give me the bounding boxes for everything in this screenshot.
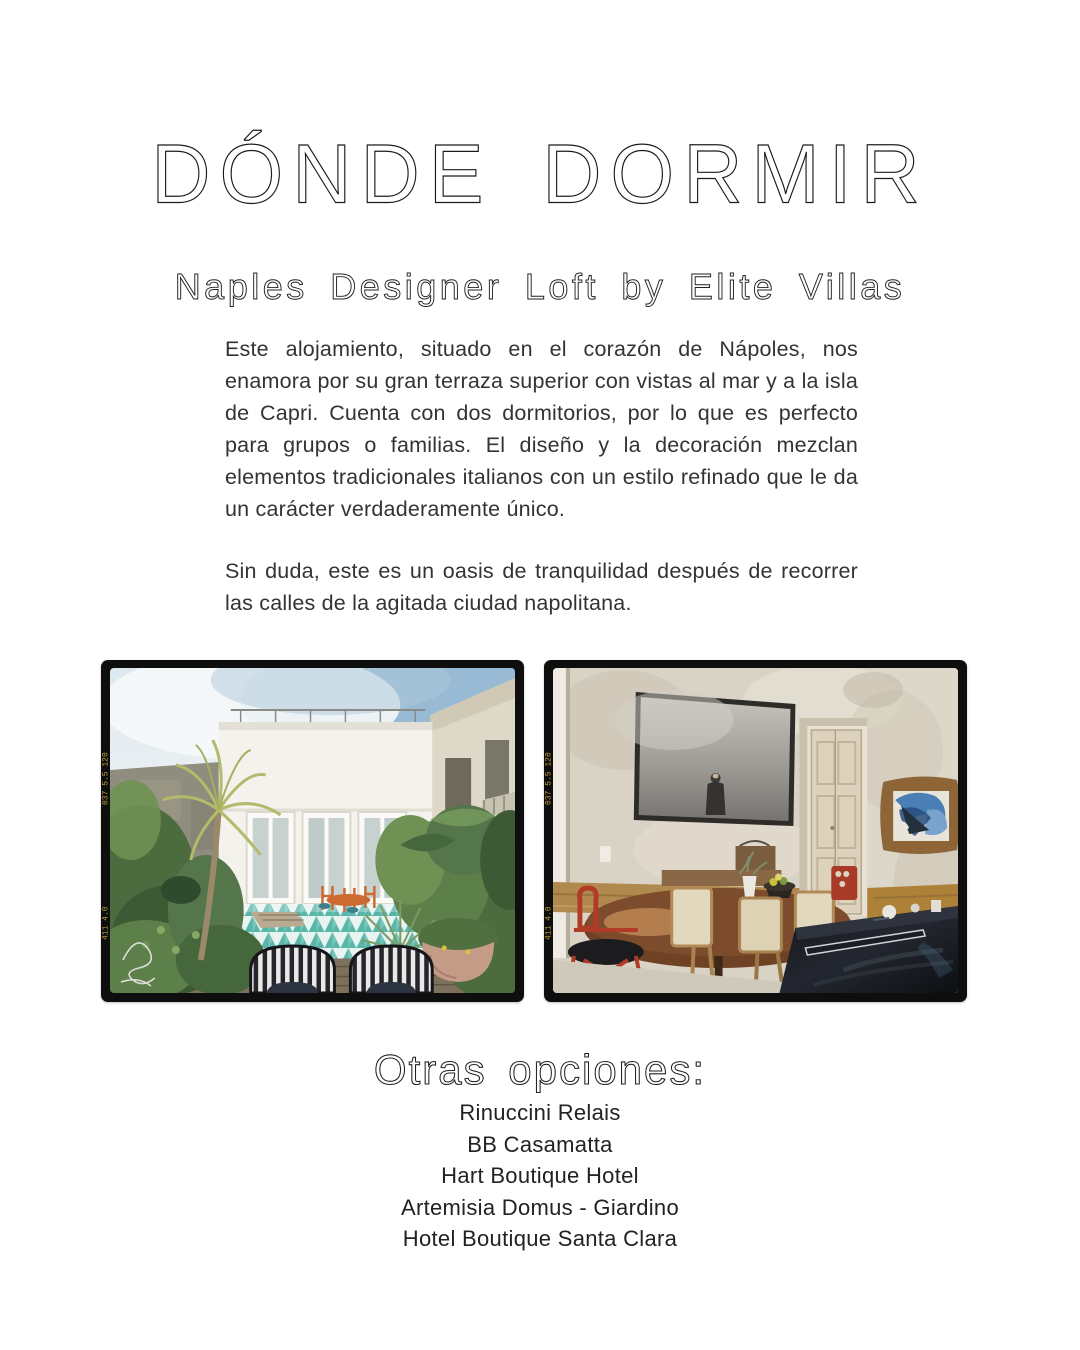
dining-room-photo-illustration (544, 660, 967, 1002)
paragraph-2: Sin duda, este es un oasis de tranquilidad después de recorrer las calles de la agitada ciudad napolitana. (225, 559, 858, 615)
options-list (0, 1097, 1080, 1255)
option-item: Hart Boutique Hotel (441, 1163, 639, 1188)
option-item: Hotel Boutique Santa Clara (402, 1226, 678, 1251)
dining-room-photo (544, 660, 967, 1002)
courtyard-photo (101, 660, 524, 1002)
option-item: Artemisia Domus - Giardino (401, 1194, 679, 1220)
light-switch (600, 846, 611, 862)
film-marking-top: 037 5.5 120 (544, 752, 554, 805)
options-heading: Otras opciones: (373, 1046, 707, 1093)
option-item: Rinuccini Relais (459, 1100, 621, 1125)
blue-artwork (880, 776, 960, 854)
film-marking-top: 037 5.5 120 (101, 752, 111, 805)
framed-fog-artwork (614, 690, 796, 826)
film-marking-bottom: 411 4.0 (544, 906, 554, 940)
red-chair (831, 866, 857, 900)
body-copy (225, 333, 858, 619)
page-title: DÓNDE DORMIR (151, 128, 929, 221)
option-item: BB Casamatta (467, 1131, 613, 1157)
film-marking-bottom: 411 4.0 (101, 906, 111, 940)
section-subtitle: Naples Designer Loft by Elite Villas (174, 266, 906, 307)
photo-row (101, 660, 967, 1002)
paragraph-1: Este alojamiento, situado en el corazón de Nápoles, nos enamora por su gran terraza superior con vistas al mar y a la isla de Capri. Cuenta con dos dormitorios, por lo que es perfecto para grupos o familias. El diseño y la decoración mezclan elementos tradicionales italianos con un estilo refinado que le da un carácter verdaderamente único. (225, 337, 858, 521)
courtyard-photo-illustration (101, 660, 524, 1002)
